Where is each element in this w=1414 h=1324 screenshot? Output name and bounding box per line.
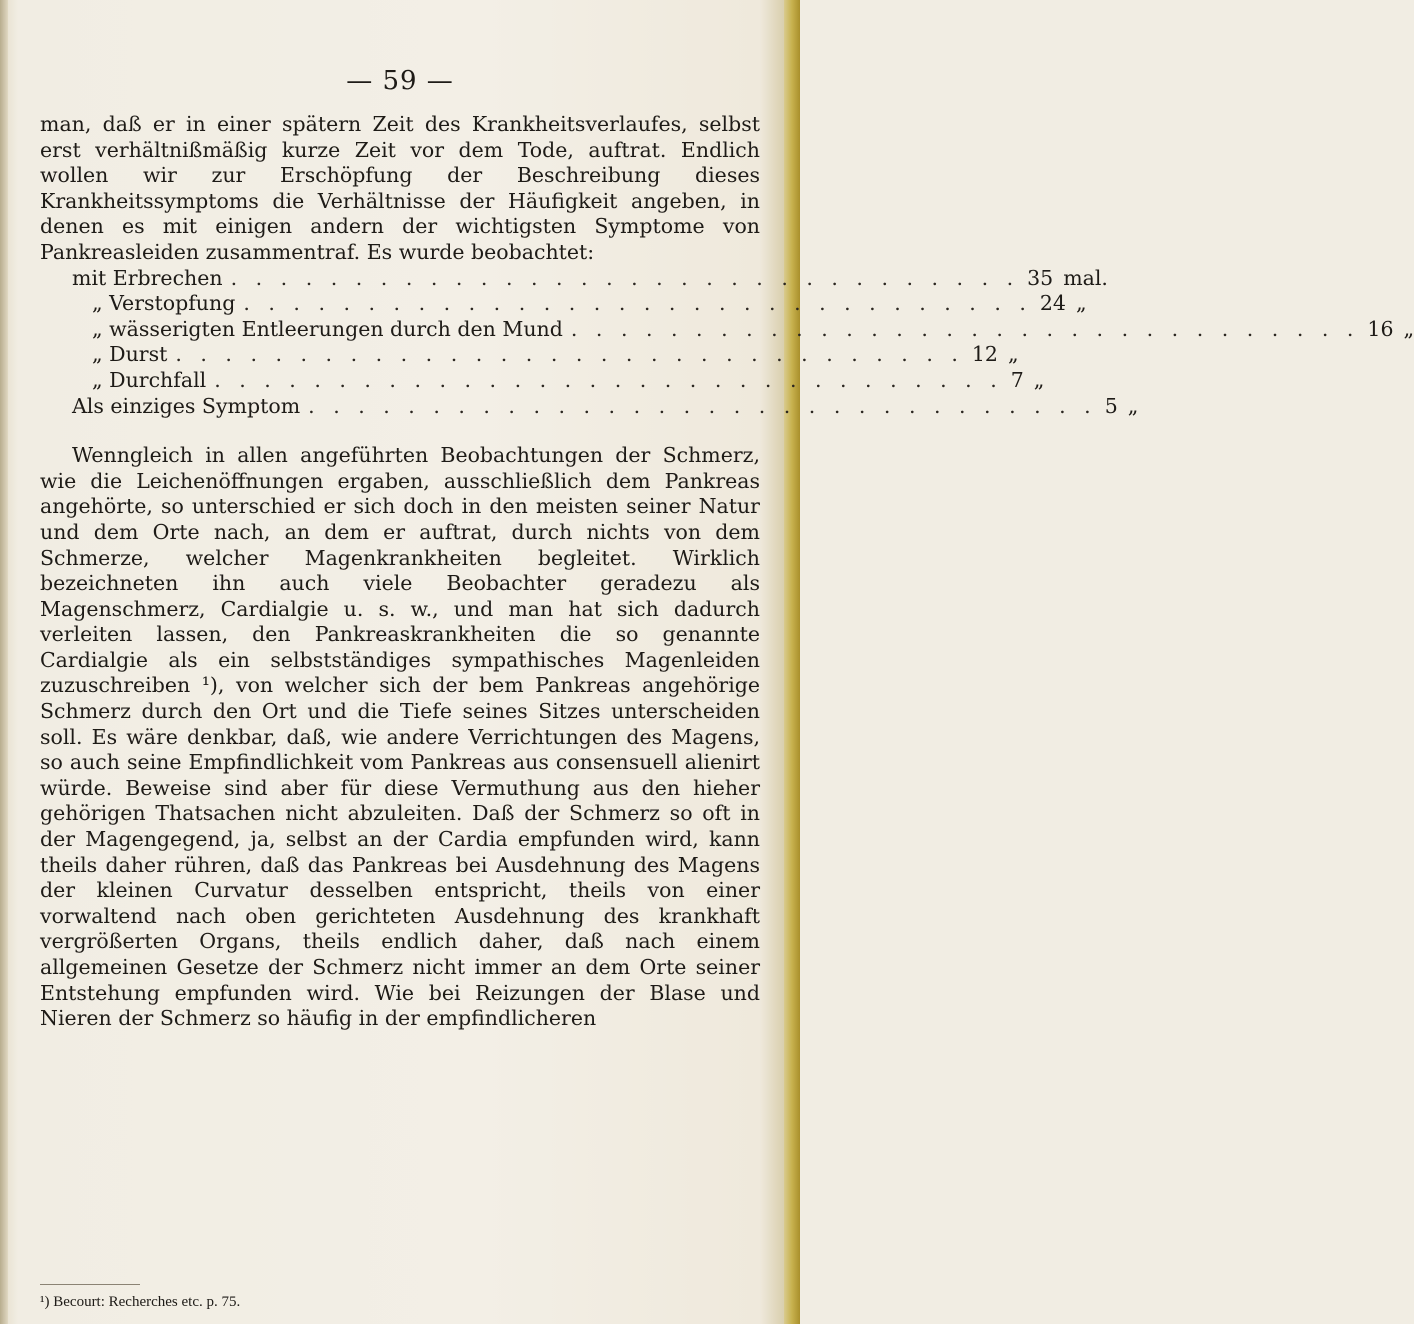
tally-row (40, 393, 1139, 420)
leader-dots: . . . . . . . . . . . . . . . . . . . . . . . . . . . . . . . . (175, 342, 964, 367)
tally-row (40, 291, 1087, 317)
tally-unit: mal. (1063, 265, 1108, 290)
tally-count: 24 (1039, 291, 1066, 316)
tally-row (40, 265, 1108, 292)
tally-label: „ Verstopfung (92, 291, 236, 316)
paragraph-main: Wenngleich in allen angeführten Beobachtungen der Schmerz, wie die Leichenöffnungen ergaben, ausschließlich dem Pankreas angehörte, so unterschied er sich doch in den meisten seiner Natur und dem Orte nach, an dem er auftrat, durch nichts von dem Schmerze, welcher Magenkrankheiten begleitet. Wirklich bezeichneten ihn auch viele Beobachter geradezu als Magenschmerz, Cardialgie u. s. w., und man hat sich dadurch verleiten lassen, den Pankreaskrankheiten die so genannte Cardialgie als ein selbstständiges sympathisches Magenleiden zuzuschreiben ¹), von welcher sich der bem Pankreas angehörige Schmerz durch den Ort und die Tiefe seines Sitzes unterscheiden soll. Es wäre denkbar, daß, wie andere Verrichtungen des Magens, so auch seine Empfindlichkeit vom Pankreas aus consensuell alienirt würde. Beweise sind aber für diese Vermuthung aus den hieher gehörigen Thatsachen nicht abzuleiten. Daß der Schmerz so oft in der Magengegend, ja, selbst an der Cardia empfunden wird, kann theils daher rühren, daß das Pankreas bei Ausdehnung des Magens der kleinen Curvatur desselben entspricht, theils von einer vorwaltend nach oben gerichteten Ausdehnung des krankhaft vergrößerten Organs, theils endlich daher, daß nach einem allgemeinen Gesetze der Schmerz nicht immer an dem Orte seiner Entstehung empfunden wird. Wie bei Reizungen der Blase und Nieren der Schmerz so häufig in der empfindlicheren (40, 443, 760, 1031)
tally-count: 5 (1104, 393, 1118, 418)
leader-dots: . . . . . . . . . . . . . . . . . . . . . . . . . . . . . . . . (308, 393, 1097, 418)
leader-dots: . . . . . . . . . . . . . . . . . . . . . . . . . . . . . . . . (214, 367, 1003, 392)
paragraph-gap (40, 419, 760, 443)
tally-label: Als einziges Symptom (72, 393, 301, 418)
symptom-tally-list (40, 265, 1414, 420)
tally-count: 35 (1027, 265, 1054, 290)
page-fore-edge (784, 0, 800, 1324)
tally-count: 12 (971, 342, 998, 367)
tally-unit: „ (1127, 393, 1139, 418)
tally-label: „ Durst (92, 342, 168, 367)
tally-row (40, 342, 1019, 368)
tally-unit: „ (1075, 291, 1087, 316)
leader-dots: . . . . . . . . . . . . . . . . . . . . . . . . . . . . . . . . (230, 265, 1020, 290)
tally-count: 7 (1010, 367, 1024, 392)
page-number: — 59 — (346, 66, 454, 96)
leader-dots: . . . . . . . . . . . . . . . . . . . . . . . . . . . . . . . . (570, 316, 1360, 341)
tally-row (40, 367, 1045, 394)
tally-count: 16 (1367, 316, 1394, 341)
leader-dots: . . . . . . . . . . . . . . . . . . . . . . . . . . . . . . . . (243, 291, 1032, 316)
body-text (40, 112, 1414, 1032)
tally-unit: „ (1403, 316, 1414, 341)
footnote: ¹) Becourt: Recherches etc. p. 75. (40, 1294, 241, 1310)
tally-unit: „ (1033, 367, 1045, 392)
tally-row (40, 316, 1414, 343)
page-binding-edge (0, 0, 8, 1324)
tally-label: „ wässerigten Entleerungen durch den Mund (92, 316, 563, 341)
paragraph-intro: man, daß er in einer spätern Zeit des Krankheitsverlaufes, selbst erst verhältnißmäßig kurze Zeit vor dem Tode, auftrat. Endlich wollen wir zur Erschöpfung der Beschreibung dieses Krankheitssymptoms die Verhältnisse der Häufigkeit angeben, in denen es mit einigen andern der wichtigsten Symptome von Pankreasleiden zusammentraf. Es wurde beobachtet: (40, 112, 760, 264)
tally-label: mit Erbrechen (72, 265, 223, 290)
footnote-divider (40, 1284, 140, 1285)
tally-unit: „ (1007, 342, 1019, 367)
tally-label: „ Durchfall (92, 367, 207, 392)
